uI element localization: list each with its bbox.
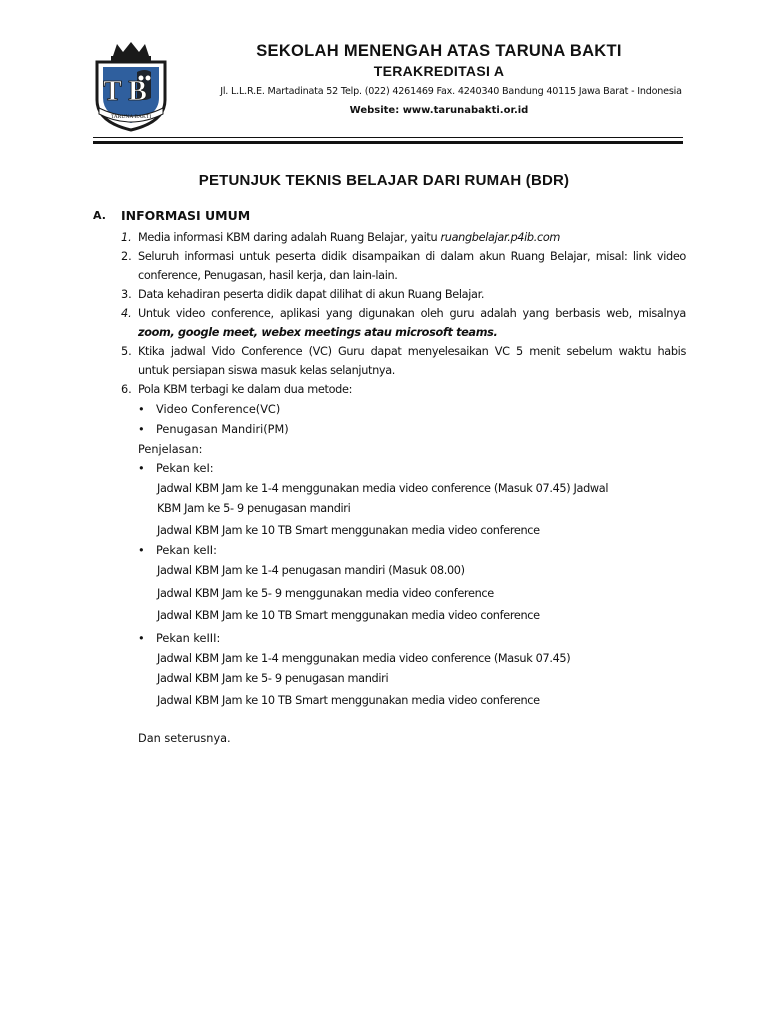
bullet-icon: • xyxy=(138,544,145,557)
closing-text: Dan seterusnya. xyxy=(138,732,231,745)
schedule-line: Jadwal KBM Jam ke 1-4 menggunakan media video conference (Masuk 07.45) xyxy=(157,652,571,665)
list-item xyxy=(121,380,686,399)
week-label: Pekan keI: xyxy=(156,462,214,475)
item-number: 5. xyxy=(121,345,132,358)
list-item xyxy=(121,228,686,247)
bullet-icon: • xyxy=(138,423,145,436)
header-rule-thin xyxy=(93,137,683,138)
school-address: Jl. L.L.R.E. Martadinata 52 Telp. (022) 4261469 Fax. 4240340 Bandung 40115 Jawa Barat - Indonesia xyxy=(220,86,682,97)
letterhead xyxy=(0,0,768,150)
learning-platform-link[interactable]: ruangbelajar.p4ib.com xyxy=(440,231,561,244)
item-number: 4. xyxy=(121,307,132,320)
schedule-line: Jadwal KBM Jam ke 10 TB Smart menggunakan media video conference xyxy=(157,609,540,622)
school-website: Website: www.tarunabakti.or.id xyxy=(349,105,529,116)
school-logo xyxy=(93,42,169,132)
week-heading xyxy=(138,541,217,560)
bullet-icon: • xyxy=(138,632,145,645)
week-label: Pekan keII: xyxy=(156,544,217,557)
week-heading xyxy=(138,459,214,478)
bullet-icon: • xyxy=(138,462,145,475)
info-list xyxy=(121,228,686,399)
week-label: Pekan keIII: xyxy=(156,632,221,645)
method-item xyxy=(138,400,280,419)
item-text-line1: Seluruh informasi untuk peserta didik disampaikan di dalam akun Ruang Belajar, misal: link video xyxy=(138,250,686,263)
item-number: 1. xyxy=(121,231,132,244)
schedule-line: Jadwal KBM Jam ke 10 TB Smart menggunakan media video conference xyxy=(157,524,540,537)
item-text: Data kehadiran peserta didik dapat dilihat di akun Ruang Belajar. xyxy=(138,288,485,301)
list-item xyxy=(121,285,686,304)
item-text: Pola KBM terbagi ke dalam dua metode: xyxy=(138,383,353,396)
schedule-line: Jadwal KBM Jam ke 10 TB Smart menggunakan media video conference xyxy=(157,694,540,707)
item-number: 2. xyxy=(121,250,132,263)
item-text-line1: Ktika jadwal Vido Conference (VC) Guru dapat menyelesaikan VC 5 menit sebelum waktu habis xyxy=(138,345,686,358)
item-text-line2: zoom, google meet, webex meetings atau microsoft teams. xyxy=(138,326,498,339)
method-label: Video Conference(VC) xyxy=(156,403,281,416)
list-item xyxy=(121,342,686,380)
document-title: PETUNJUK TEKNIS BELAJAR DARI RUMAH (BDR) xyxy=(198,172,570,189)
item-text-line2: untuk persiapan siswa masuk kelas selanjutnya. xyxy=(138,364,396,377)
schedule-line: Jadwal KBM Jam ke 1-4 penugasan mandiri (Masuk 08.00) xyxy=(157,564,465,577)
explanation-label: Penjelasan: xyxy=(138,443,203,456)
header-rule-thick xyxy=(93,141,683,144)
schedule-line: Jadwal KBM Jam ke 5- 9 menggunakan media video conference xyxy=(157,587,494,600)
accreditation-status: TERAKREDITASI A xyxy=(373,63,505,79)
item-number: 6. xyxy=(121,383,132,396)
schedule-line: Jadwal KBM Jam ke 5- 9 penugasan mandiri xyxy=(157,672,389,685)
schedule-line: Jadwal KBM Jam ke 1-4 menggunakan media video conference (Masuk 07.45) Jadwal xyxy=(157,482,609,495)
method-item xyxy=(138,420,289,439)
section-title: INFORMASI UMUM xyxy=(121,208,251,223)
list-item xyxy=(121,304,686,342)
item-text: Media informasi KBM daring adalah Ruang Belajar, yaitu ruangbelajar.p4ib.com xyxy=(138,231,561,244)
schedule-line: KBM Jam ke 5- 9 penugasan mandiri xyxy=(157,502,351,515)
item-text-line2: conference, Penugasan, hasil kerja, dan lain-lain. xyxy=(138,269,398,282)
bullet-icon: • xyxy=(138,403,145,416)
item-text-line1: Untuk video conference, aplikasi yang digunakan oleh guru adalah yang berbasis web, misalnya xyxy=(138,307,686,320)
week-heading xyxy=(138,629,220,648)
item-number: 3. xyxy=(121,288,132,301)
list-item xyxy=(121,247,686,285)
school-name: SEKOLAH MENENGAH ATAS TARUNA BAKTI xyxy=(256,42,622,60)
section-letter: A. xyxy=(93,209,106,222)
logo-monogram: T B xyxy=(103,76,147,107)
logo-ribbon-text: TARUNA BAKTI xyxy=(110,114,152,120)
method-label: Penugasan Mandiri(PM) xyxy=(156,423,289,436)
